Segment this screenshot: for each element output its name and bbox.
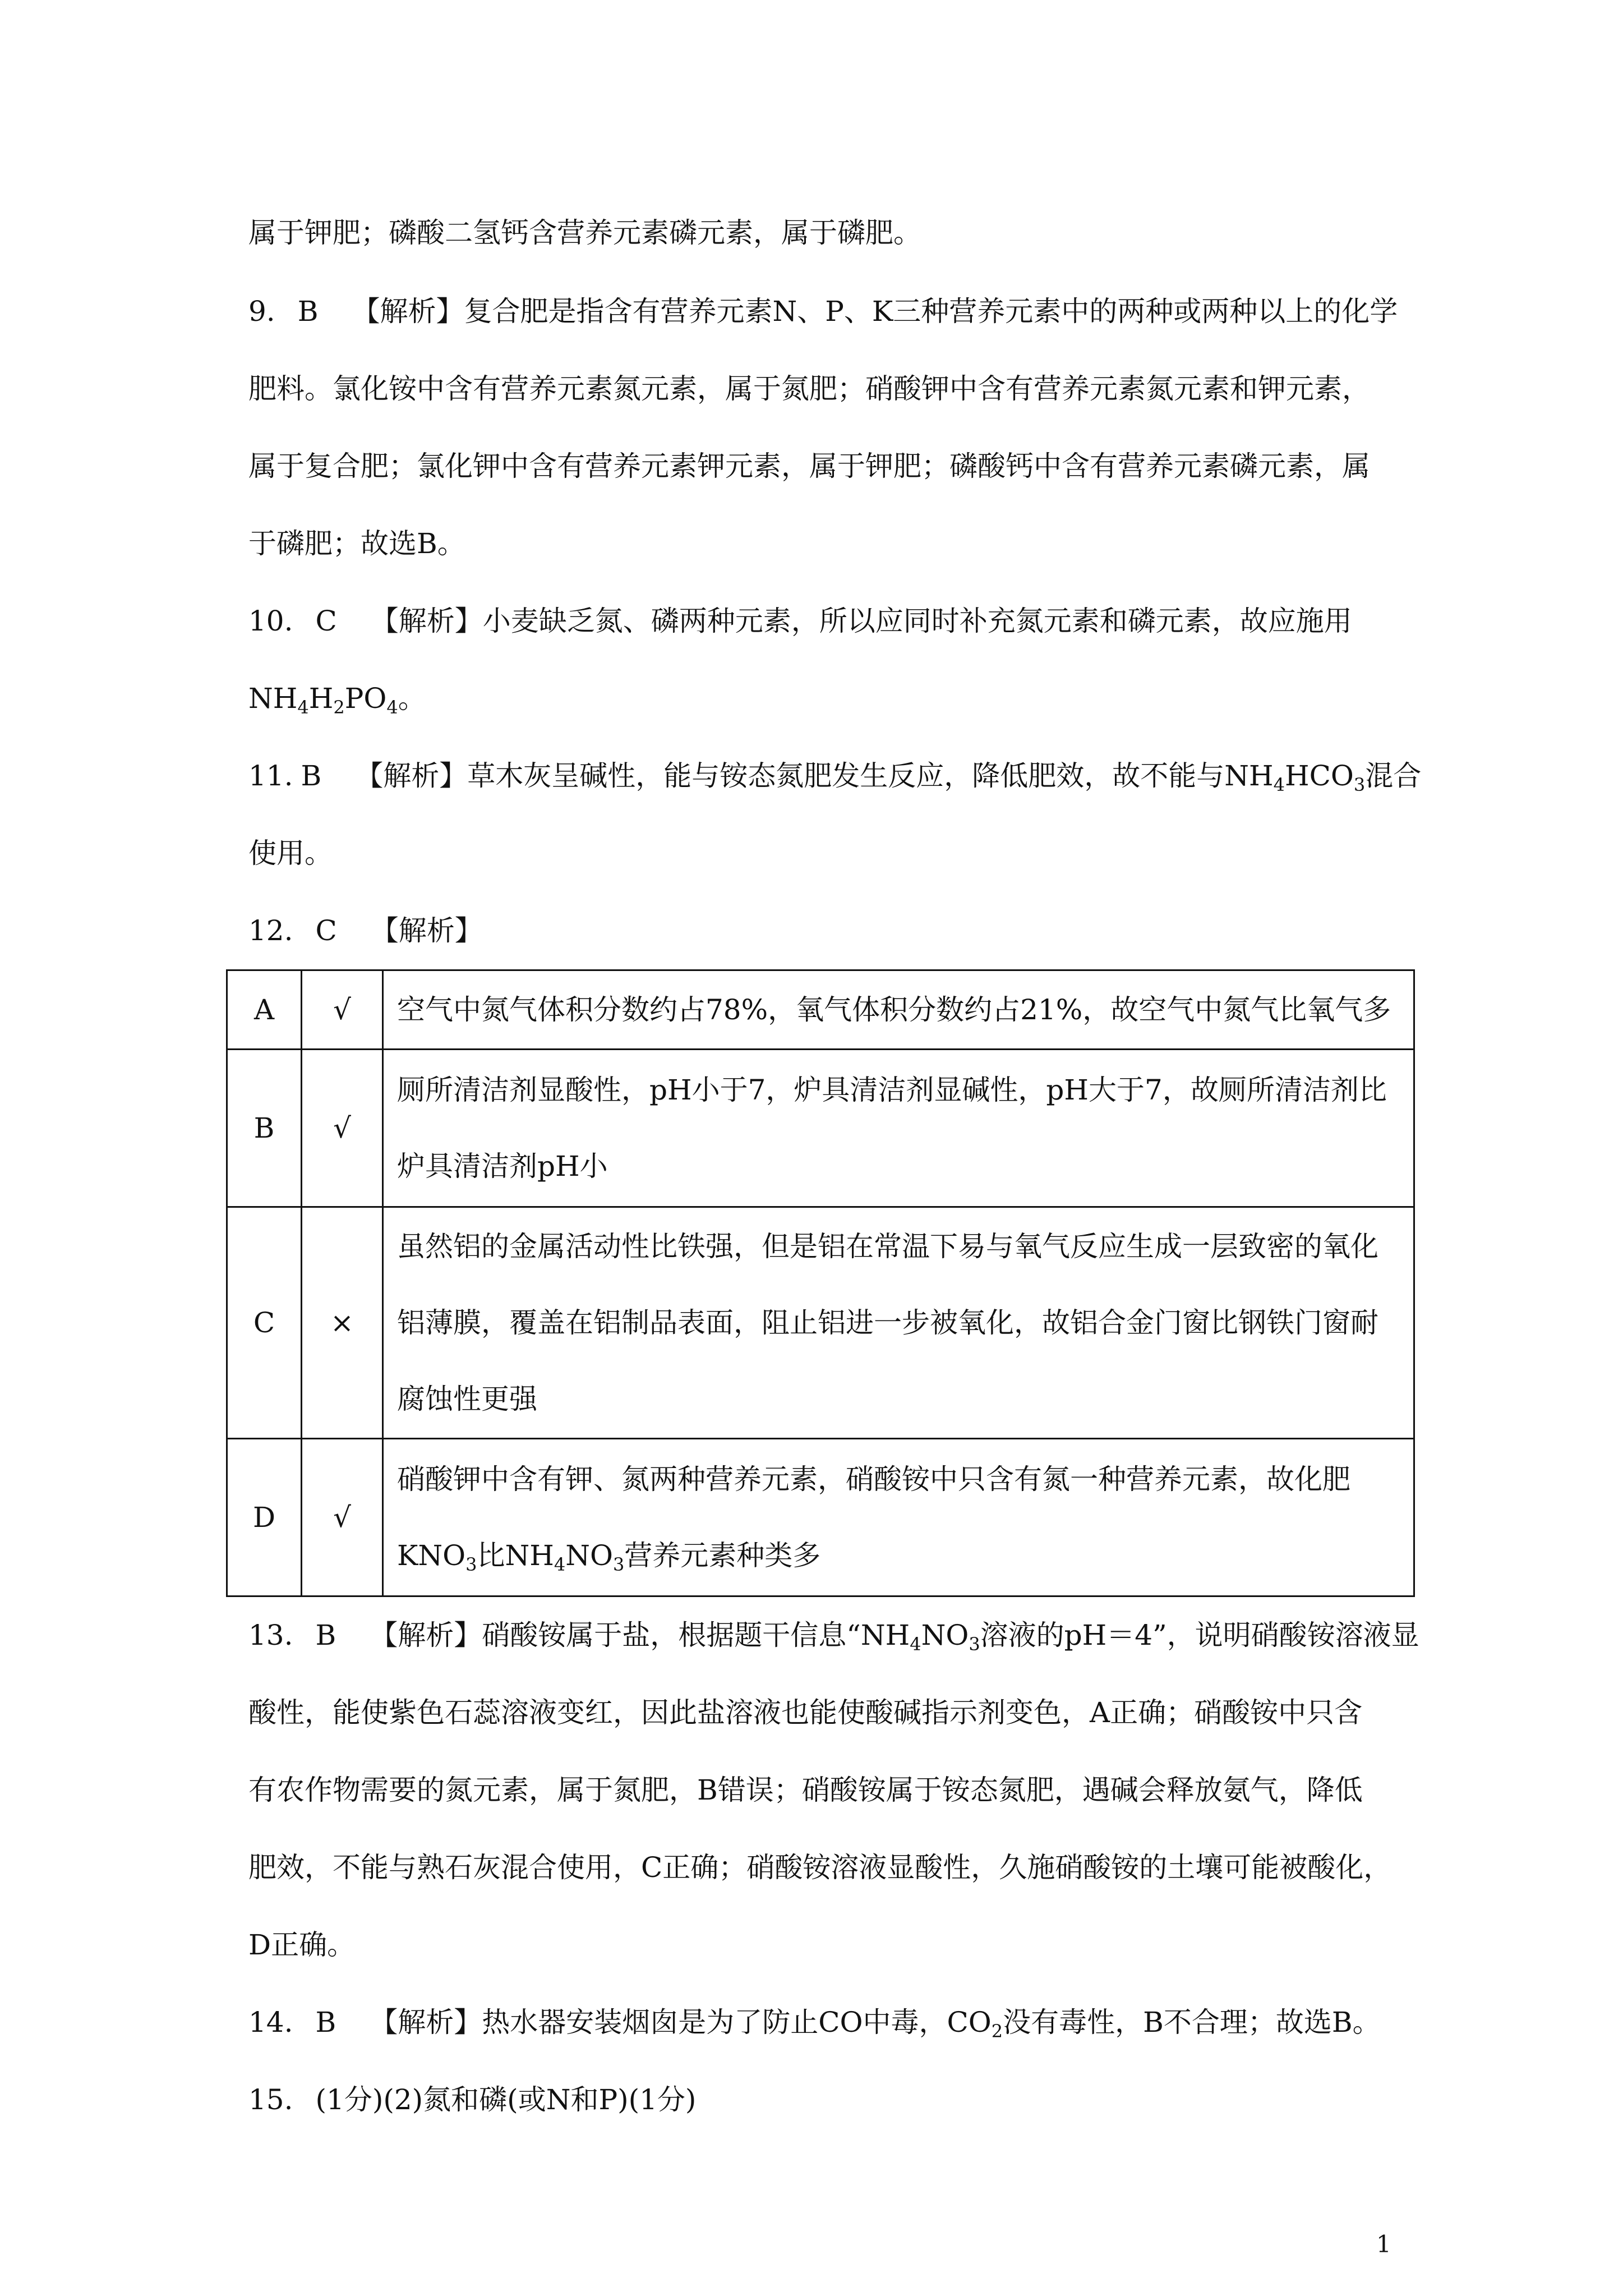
cell-line: 铝薄膜，覆盖在铝制品表面，阻止铝进一步被氧化，故铝合金门窗比钢铁门窗耐: [397, 1306, 1378, 1339]
table-row: [227, 970, 1414, 1050]
text-line: [248, 1693, 1362, 1732]
question-number: 9.: [248, 295, 275, 328]
text: 使用。: [248, 837, 333, 869]
option-cell: B: [227, 1050, 302, 1207]
text: 混合: [1365, 760, 1422, 792]
table-row: [227, 1050, 1414, 1207]
text: D正确。: [248, 1929, 356, 1961]
question-13: [248, 1616, 1419, 1655]
formula-text: NO: [565, 1539, 613, 1572]
text: 营养元素种类多: [624, 1539, 821, 1572]
explanation-cell: 空气中氮气体积分数约占78%，氧气体积分数约占21%，故空气中氮气比氧气多: [383, 970, 1414, 1050]
explanation-text: 【解析】复合肥是指含有营养元素N、P、K三种营养元素中的两种或两种以上的化学: [352, 295, 1398, 328]
answer-letter: C: [315, 605, 337, 637]
explanation-cell: [383, 1207, 1414, 1439]
subscript: 2: [333, 697, 345, 718]
option-cell: A: [227, 970, 302, 1050]
formula-text: H: [308, 682, 334, 715]
formula-text: NH: [248, 682, 298, 715]
mark-cell: √: [302, 1439, 383, 1596]
explanation-cell: [383, 1439, 1414, 1596]
mark-cell: ×: [302, 1207, 383, 1439]
question-11: [248, 756, 1421, 795]
subscript: 4: [297, 697, 309, 718]
subscript: 4: [554, 1554, 566, 1575]
text-line: [248, 1925, 355, 1964]
question-number: 13.: [248, 1619, 293, 1651]
text-line: [248, 1770, 1363, 1810]
answer-letter: B: [297, 295, 319, 328]
formula-text: HCO: [1285, 760, 1354, 792]
question-12: [248, 911, 483, 950]
text-line: [248, 524, 465, 563]
text: 溶液的pH＝4”，说明硝酸铵溶液显: [980, 1619, 1419, 1651]
text-line: [248, 679, 426, 718]
answer-text: (1分)(2)氮和磷(或N和P)(1分): [315, 2083, 697, 2116]
question-15: [248, 2080, 696, 2119]
explanation-text: 【解析】小麦缺乏氮、磷两种元素，所以应同时补充氮元素和磷元素，故应施用: [370, 605, 1352, 637]
text: 没有毒性，B不合理；故选B。: [1003, 2006, 1381, 2039]
text: 于磷肥；故选B。: [248, 527, 465, 560]
text: 肥效，不能与熟石灰混合使用，C正确；硝酸铵溶液显酸性，久施硝酸铵的土壤可能被酸化，: [248, 1851, 1392, 1884]
text-line: [248, 1848, 1391, 1887]
subscript: 3: [969, 1634, 980, 1655]
question-number: 11.: [248, 760, 293, 792]
formula-text: PO: [344, 682, 387, 715]
subscript: 3: [612, 1554, 625, 1575]
subscript: 4: [386, 697, 398, 718]
mark-cell: √: [302, 970, 383, 1050]
text: 属于钾肥；磷酸二氢钙含营养元素磷元素，属于磷肥。: [248, 217, 921, 249]
cell-line: 硝酸钾中含有钾、氮两种营养元素，硝酸铵中只含有氮一种营养元素，故化肥: [397, 1463, 1350, 1496]
question-number: 12.: [248, 914, 293, 947]
subscript: 4: [1273, 774, 1285, 795]
question-number: 10.: [248, 605, 293, 637]
question-number: 14.: [248, 2006, 293, 2039]
subscript: 2: [991, 2021, 1003, 2042]
text: 肥料。氯化铵中含有营养元素氮元素，属于氮肥；硝酸钾中含有营养元素氮元素和钾元素，: [248, 372, 1370, 405]
table-row: [227, 1439, 1414, 1596]
text-line: [248, 447, 1370, 486]
mark-cell: √: [302, 1050, 383, 1207]
text: 酸性，能使紫色石蕊溶液变红，因此盐溶液也能使酸碱指示剂变色，A正确；硝酸铵中只含: [248, 1696, 1363, 1729]
text-line: [248, 213, 921, 252]
analysis-table: [226, 969, 1415, 1597]
cell-line: 虽然铝的金属活动性比铁强，但是铝在常温下易与氧气反应生成一层致密的氧化: [397, 1230, 1378, 1263]
explanation-label: 【解析】: [370, 914, 483, 947]
page-number: 1: [1376, 2230, 1391, 2258]
formula-text: NO: [921, 1619, 969, 1651]
question-10: [248, 601, 1352, 641]
cell-line: [397, 1517, 1400, 1594]
option-cell: C: [227, 1207, 302, 1439]
subscript: 4: [910, 1634, 921, 1655]
table-row: [227, 1207, 1414, 1439]
question-14: [248, 2003, 1381, 2042]
cell-line: 厕所清洁剂显酸性，pH小于7，炉具清洁剂显碱性，pH大于7，故厕所清洁剂比: [397, 1074, 1387, 1106]
cell-line: 炉具清洁剂pH小: [397, 1150, 608, 1182]
answer-letter: C: [315, 914, 337, 947]
question-number: 15.: [248, 2083, 293, 2116]
explanation-text: 【解析】热水器安装烟囱是为了防止CO中毒，CO: [370, 2006, 992, 2039]
formula-text: 比NH: [477, 1539, 554, 1572]
text: 。: [398, 682, 426, 715]
text-line: [248, 834, 333, 873]
text-line: [248, 369, 1370, 408]
answer-letter: B: [315, 2006, 336, 2039]
answer-letter: B: [301, 760, 322, 792]
text: 有农作物需要的氮元素，属于氮肥，B错误；硝酸铵属于铵态氮肥，遇碱会释放氨气，降低: [248, 1774, 1363, 1806]
subscript: 3: [1353, 774, 1366, 795]
text: 属于复合肥；氯化钾中含有营养元素钾元素，属于钾肥；磷酸钙中含有营养元素磷元素，属: [248, 450, 1370, 482]
option-cell: D: [227, 1439, 302, 1596]
question-9: [248, 292, 1398, 331]
explanation-cell: [383, 1050, 1414, 1207]
explanation-text: 【解析】草木灰呈碱性，能与铵态氮肥发生反应，降低肥效，故不能与NH: [355, 760, 1274, 792]
explanation-text: 【解析】硝酸铵属于盐，根据题干信息“NH: [370, 1619, 910, 1651]
cell-line: 腐蚀性更强: [397, 1383, 537, 1415]
formula-text: KNO: [397, 1539, 466, 1572]
answer-letter: B: [315, 1619, 336, 1651]
subscript: 3: [465, 1554, 477, 1575]
